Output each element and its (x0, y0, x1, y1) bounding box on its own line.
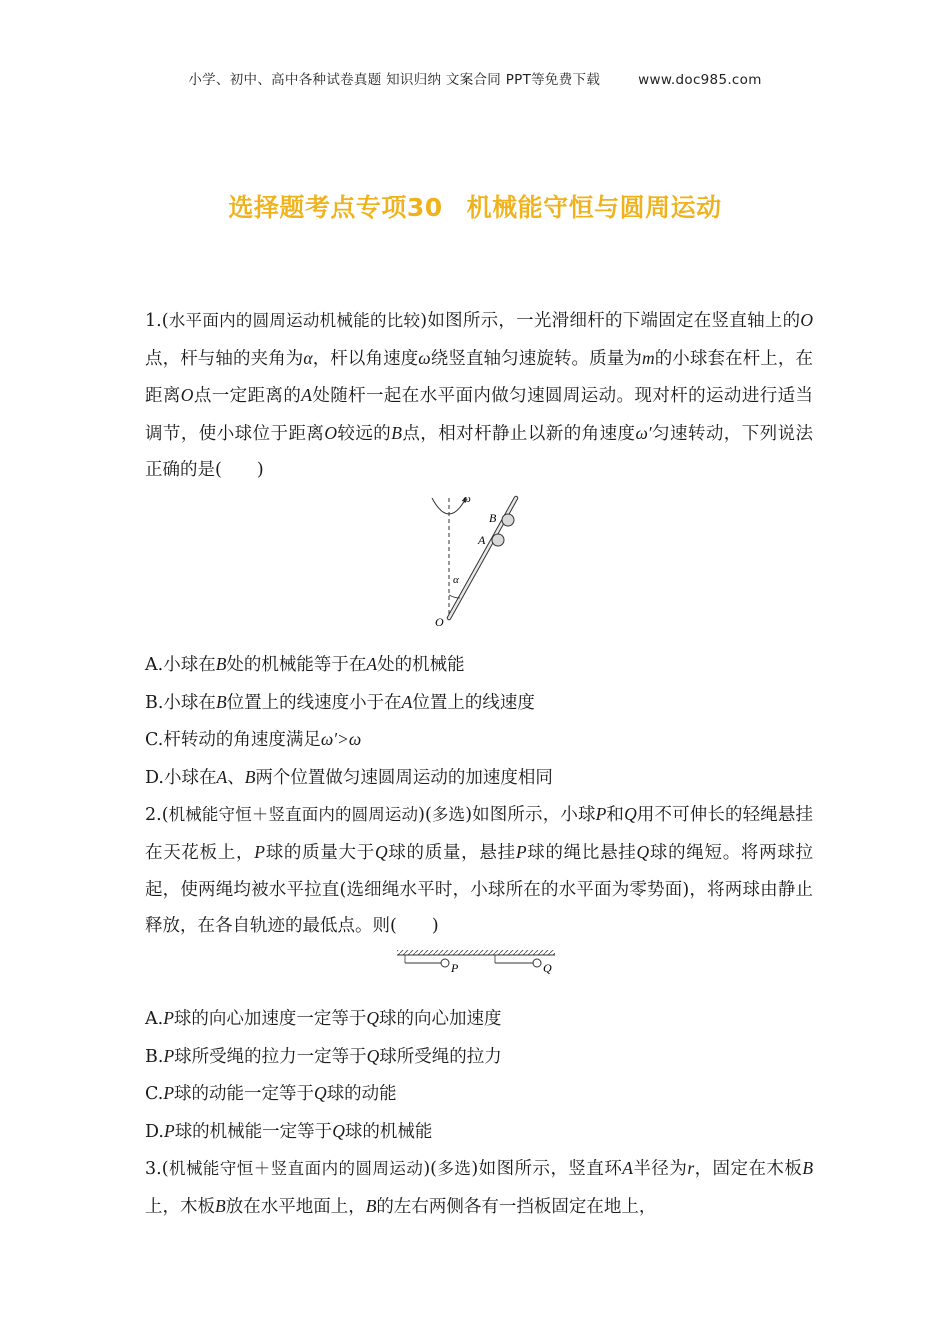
fig1-label-B: B (489, 511, 497, 525)
question-1 (145, 302, 813, 489)
question-2-options (145, 1000, 813, 1226)
fig2-label-P: P (451, 961, 459, 975)
question-3-tag: 机械能守恒＋竖直面内的圆周运动 (168, 1159, 424, 1179)
q1-option-d: D.小球在A、B两个位置做匀速圆周运动的加速度相同 (145, 766, 553, 788)
question-2-tag: 机械能守恒＋竖直面内的圆周运动 (168, 805, 419, 825)
q2-option-a: A.P球的向心加速度一定等于Q球的向心加速度 (145, 1008, 502, 1029)
q1-option-a: A.小球在B处的机械能等于在A处的机械能 (145, 654, 465, 675)
page-title (0, 188, 950, 224)
question-1-options (145, 646, 813, 945)
q2-option-c: C.P球的动能一定等于Q球的动能 (145, 1083, 397, 1105)
question-3-stem: 3.(机械能守恒＋竖直面内的圆周运动)(多选)如图所示，竖直环A半径为r，固定在木板B上，木板B放在水平地面上，B的左右两侧各有一挡板固定在地上， (145, 1158, 814, 1217)
page-header (0, 68, 950, 88)
header-text: 小学、初中、高中各种试卷真题 知识归纳 文案合同 PPT等免费下载 (188, 72, 601, 88)
q2-option-b: B.P球所受绳的拉力一定等于Q球所受绳的拉力 (145, 1045, 502, 1067)
question-1-stem: 1.(水平面内的圆周运动机械能的比较)如图所示，一光滑细杆的下端固定在竖直轴上的O点，杆与轴的夹角为α，杆以角速度ω绕竖直轴匀速旋转。质量为m的小球套在杆上，在距离O点一定距离的A处随杆一起在水平面内做匀速圆周运动。现对杆的运动进行适当调节，使小球位于距离O较远的B点，相对杆静止以新的角速度ω′匀速转动，下列说法正确的是( ) (145, 310, 814, 481)
header-site: www.doc985.com (638, 72, 762, 88)
figure-1-rotating-rod (412, 490, 532, 630)
title-part2: 机械能守恒与圆周运动 (466, 193, 722, 222)
q2-option-d: D.P球的机械能一定等于Q球的机械能 (145, 1120, 433, 1142)
fig1-label-O: O (435, 615, 444, 629)
fig1-omega-label: ω (463, 493, 471, 505)
question-2-stem: 2.(机械能守恒＋竖直面内的圆周运动)(多选)如图所示，小球P和Q用不可伸长的轻绳悬挂在天花板上，P球的质量大于Q球的质量，悬挂P球的绳比悬挂Q球的绳短。将两球拉起，使两绳均被水平拉直(选细绳水平时，小球所在的水平面为零势面)，将两球由静止释放，在各自轨迹的最低点。则( ) (145, 804, 814, 937)
fig1-label-alpha: α (453, 574, 459, 586)
fig2-label-Q: Q (543, 961, 552, 975)
q1-option-c: C.杆转动的角速度满足ω′>ω (145, 729, 362, 751)
q1-option-b: B.小球在B位置上的线速度小于在A位置上的线速度 (145, 691, 535, 713)
title-part1: 选择题考点专项30 (228, 193, 443, 222)
question-1-tag: 水平面内的圆周运动机械能的比较 (168, 311, 421, 330)
figure-2-pendulums (395, 948, 565, 978)
fig1-label-A: A (478, 533, 486, 547)
